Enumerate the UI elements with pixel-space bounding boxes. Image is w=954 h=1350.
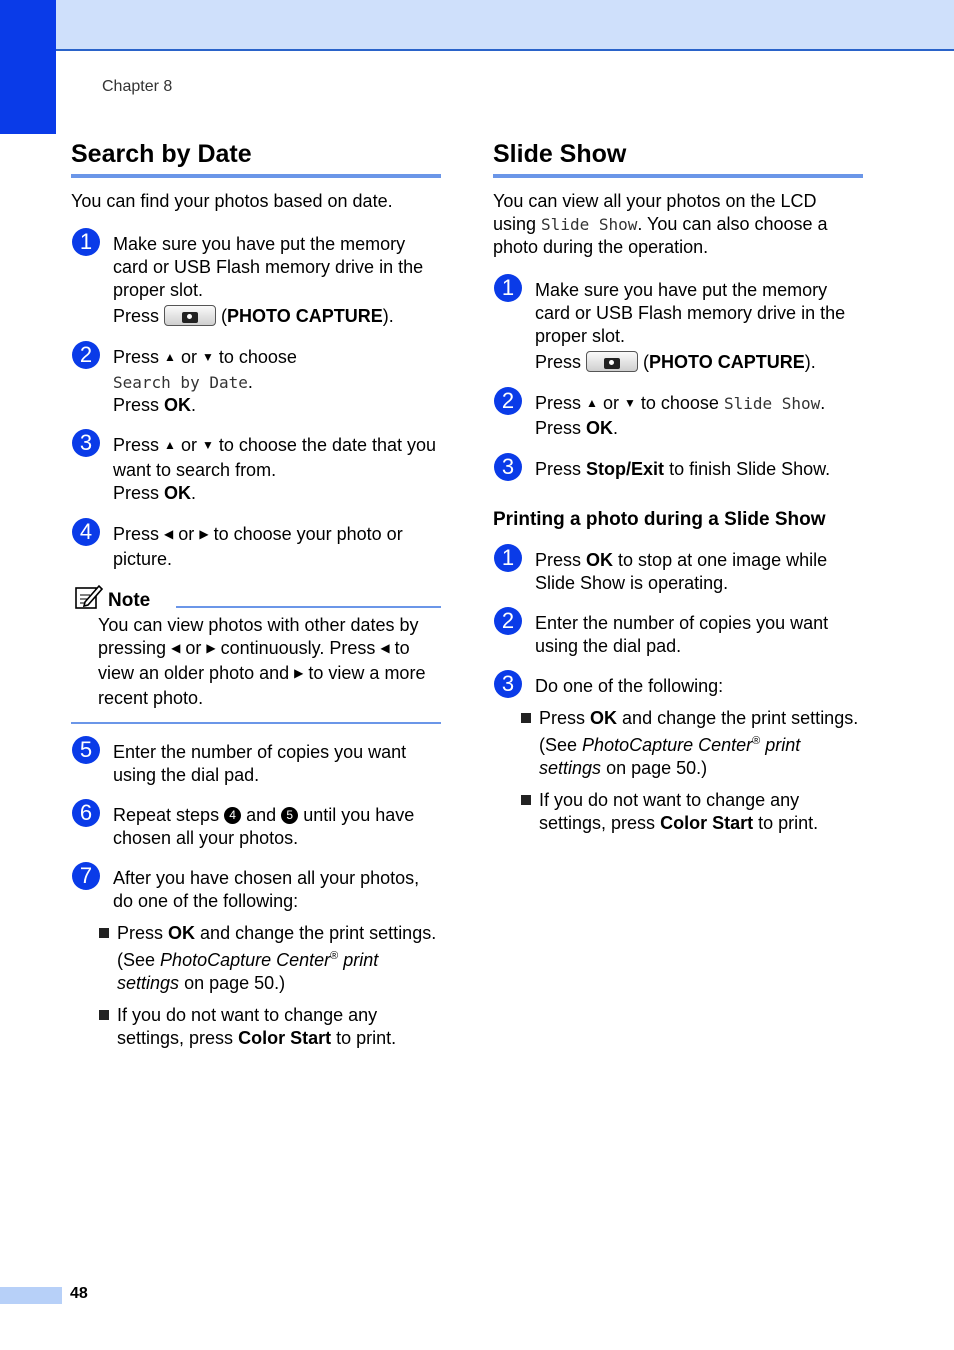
note-pencil-icon — [75, 584, 103, 610]
left-arrow-icon: ◀ — [164, 527, 174, 541]
bullet-item: Press OK and change the print settings. (See PhotoCapture Center® print settings on page 50.) — [97, 922, 441, 995]
step-number: 7 — [72, 862, 100, 890]
bullet-square-icon — [521, 795, 531, 805]
up-arrow-icon: ▲ — [164, 438, 176, 452]
left-arrow-icon: ◀ — [171, 641, 181, 655]
step-7: 7 After you have chosen all your photos, do one of the following: Press OK and change the print settings. (See PhotoCapture Center® print settings on page 50.) If you do not want to change any settings, press Color Start to print. — [71, 867, 441, 1050]
step-number: 1 — [494, 274, 522, 302]
step-reference: 4 — [224, 807, 241, 824]
up-arrow-icon: ▲ — [164, 350, 176, 364]
divider — [176, 606, 441, 608]
step-4: 4 Press ◀ or ▶ to choose your photo or picture. — [71, 523, 441, 571]
down-arrow-icon: ▼ — [623, 396, 636, 410]
step-number: 2 — [72, 341, 100, 369]
step-1: 1 Make sure you have put the memory card or USB Flash memory drive in the proper slot. Press (PHOTO CAPTURE). — [71, 233, 441, 328]
photo-capture-button-icon — [586, 351, 638, 372]
subsection-title: Printing a photo during a Slide Show — [493, 509, 826, 530]
step-6: 6 Repeat steps 4 and 5 until you have chosen all your photos. — [71, 804, 441, 850]
right-column — [493, 140, 863, 835]
right-arrow-icon: ▶ — [199, 527, 209, 541]
intro-text: You can view all your photos on the LCD using Slide Show. You can also choose a photo during the operation. — [493, 191, 828, 257]
left-column — [71, 140, 441, 1050]
step-number: 3 — [72, 429, 100, 457]
camera-icon — [604, 358, 620, 369]
right-arrow-icon: ▶ — [206, 641, 216, 655]
step-number: 5 — [72, 736, 100, 764]
page-number: 48 — [70, 1285, 88, 1302]
step-number: 3 — [494, 670, 522, 698]
step-1: 1 Make sure you have put the memory card or USB Flash memory drive in the proper slot. Press (PHOTO CAPTURE). — [493, 279, 863, 374]
header-band — [0, 0, 954, 51]
divider — [71, 722, 441, 724]
step-number: 4 — [72, 518, 100, 546]
step-number: 2 — [494, 607, 522, 635]
photo-capture-button-icon — [164, 305, 216, 326]
intro-text: You can find your photos based on date. — [71, 191, 393, 211]
step-number: 2 — [494, 387, 522, 415]
chapter-label: Chapter 8 — [102, 78, 173, 95]
step-reference: 5 — [281, 807, 298, 824]
bullet-item: Press OK and change the print settings. (See PhotoCapture Center® print settings on page 50.) — [519, 707, 863, 780]
bullet-square-icon — [99, 1010, 109, 1020]
bullet-square-icon — [99, 928, 109, 938]
step-3: 3 Press Stop/Exit to finish Slide Show. — [493, 458, 863, 481]
section-title: Search by Date — [71, 140, 441, 178]
camera-icon — [182, 312, 198, 323]
note-label: Note — [108, 590, 151, 611]
down-arrow-icon: ▼ — [201, 350, 214, 364]
left-arrow-icon: ◀ — [380, 641, 390, 655]
bullet-item: If you do not want to change any settings, press Color Start to print. — [519, 789, 863, 835]
footer-band — [0, 1287, 62, 1304]
step-number: 1 — [494, 544, 522, 572]
note-box — [71, 584, 441, 724]
step-1: 1 Press OK to stop at one image while Slide Show is operating. — [493, 549, 863, 595]
right-arrow-icon: ▶ — [294, 666, 304, 680]
step-3: 3 Press ▲ or ▼ to choose the date that you want to search from. Press OK. — [71, 434, 441, 505]
down-arrow-icon: ▼ — [201, 438, 214, 452]
chapter-tab — [0, 0, 56, 134]
bullet-square-icon — [521, 713, 531, 723]
step-number: 6 — [72, 799, 100, 827]
bullet-item: If you do not want to change any settings, press Color Start to print. — [97, 1004, 441, 1050]
step-number: 1 — [72, 228, 100, 256]
step-5: 5 Enter the number of copies you want using the dial pad. — [71, 741, 441, 787]
section-title: Slide Show — [493, 140, 863, 178]
note-text: You can view photos with other dates by pressing ◀ or ▶ continuously. Press ◀ to view an older photo and ▶ to view a more recent photo. — [98, 615, 426, 708]
step-number: 3 — [494, 453, 522, 481]
step-3: 3 Do one of the following: Press OK and change the print settings. (See PhotoCapture Center® print settings on page 50.) If you do not want to change any settings, press Color Start to print. — [493, 675, 863, 835]
step-2: 2 Press ▲ or ▼ to choose Slide Show. Press OK. — [493, 392, 863, 440]
step-2: 2 Enter the number of copies you want using the dial pad. — [493, 612, 863, 658]
up-arrow-icon: ▲ — [586, 396, 598, 410]
step-2: 2 Press ▲ or ▼ to choose Search by Date. Press OK. — [71, 346, 441, 417]
